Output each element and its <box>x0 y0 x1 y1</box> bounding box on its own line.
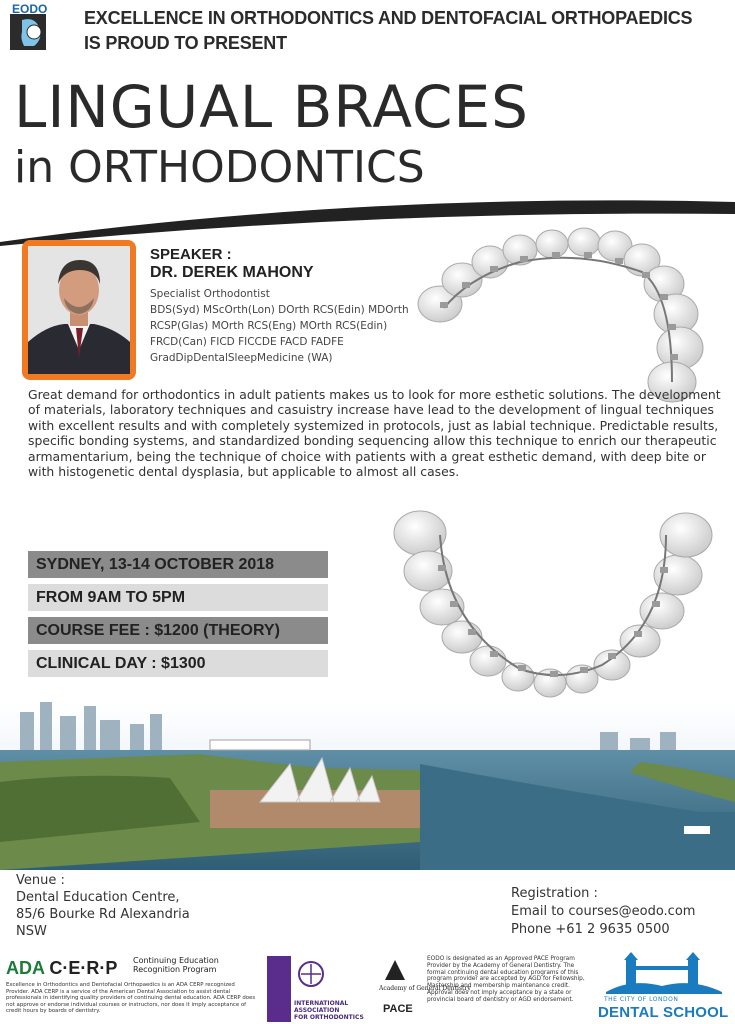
london-line1: THE CITY OF LONDON <box>604 996 679 1003</box>
venue-line: 85/6 Bourke Rd Alexandria <box>16 907 190 922</box>
course-description: Great demand for orthodontics in adult patients makes us to look for more esthetic solutions. The development of materials, laboratory techniques and casuistry increase have lead to the development of lingual techniques with excellent results and with completely systemized in protocols, just as labial technique. Predictable results, specific bonding systems, and standardized bonding sequencing allow this technique to enrich our therapeutic armamentarium, being the technique of choice with patients with a great esthetic demand, with deep bite or with histogenetic dental dysplasia, but applicable to almost all cases. <box>28 387 721 480</box>
course-fee-bar: COURSE FEE : $1200 (THEORY) <box>28 617 328 644</box>
registration-label: Registration : <box>511 886 598 901</box>
speaker-credential: Specialist Orthodontist <box>150 288 270 300</box>
venue-line: NSW <box>16 924 47 939</box>
venue-label: Venue : <box>16 873 65 888</box>
speaker-credential: FRCD(Can) FICD FICCDE FACD FADFE <box>150 336 344 348</box>
speaker-photo <box>22 240 136 380</box>
event-date-bar: SYDNEY, 13-14 OCTOBER 2018 <box>28 551 328 578</box>
lower-arch-braces-image <box>390 505 720 705</box>
registration-phone[interactable]: Phone +61 2 9635 0500 <box>511 922 670 937</box>
iao-line: ASSOCIATION <box>294 1007 340 1014</box>
venue-line: Dental Education Centre, <box>16 890 180 905</box>
ada-disclaimer: Excellence in Orthodontics and Dentofacial Orthopaedics is an ADA CERP recognized Provider. ADA CERP is a service of the American Dental Association to assist dental professionals in identifying quality providers of continuing dental education. ADA CERP does not approve or endorse individual courses or instructors, nor does it imply acceptance of credit hours by boards of dentistry. <box>6 982 256 1015</box>
iao-text <box>294 1000 364 1021</box>
registration-block <box>511 885 695 939</box>
clinical-day-bar: CLINICAL DAY : $1300 <box>28 650 328 677</box>
speaker-label: SPEAKER : <box>150 246 232 263</box>
upper-arch-braces-image <box>410 232 710 407</box>
cerp-brand: C·E·R·P <box>49 958 118 978</box>
header <box>84 6 692 56</box>
pace-disclaimer: EODO is designated as an Approved PACE Program Provider by the Academy of General Dentistry. The formal continuing dental education programs of this program provider are accepted by AGD for Fellowship, Mastership and membership maintenance credit. Approval does not imply acceptance by a state or provincial board of dentistry or AGD endorsement. <box>427 956 585 1003</box>
speaker-credential: BDS(Syd) MScOrth(Lon) DOrth RCS(Edin) MDOrth <box>150 304 409 316</box>
speaker-name: DR. DEREK MAHONY <box>150 264 314 281</box>
title-main: LINGUAL BRACES <box>14 73 529 141</box>
title-sub-prefix: in <box>14 142 55 193</box>
speaker-portrait <box>28 246 130 374</box>
agd-pace-logo <box>373 956 471 1022</box>
agd-name: Academy of General Dentistry <box>379 985 471 992</box>
header-line1: EXCELLENCE IN ORTHODONTICS AND DENTOFACIAL ORTHOPAEDICS <box>84 8 693 28</box>
iao-line: FOR ORTHODONTICS <box>294 1014 364 1021</box>
event-time-bar: FROM 9AM TO 5PM <box>28 584 328 611</box>
london-line2: DENTAL SCHOOL <box>598 1004 729 1021</box>
iao-line: INTERNATIONAL <box>294 1000 349 1007</box>
registration-email[interactable]: Email to courses@eodo.com <box>511 904 696 919</box>
ada-brand: ADA <box>6 958 45 978</box>
eodo-logo-text: EODO <box>12 2 48 16</box>
eodo-logo <box>8 2 72 52</box>
speaker-credential: RCSP(Glas) MOrth RCS(Eng) MOrth RCS(Edin) <box>150 320 388 332</box>
header-line2: IS PROUD TO PRESENT <box>84 33 287 53</box>
pace-label: PACE <box>383 1003 413 1015</box>
title-sub-main: ORTHODONTICS <box>68 142 425 193</box>
venue-block <box>16 872 190 940</box>
sydney-harbour-image <box>0 702 735 870</box>
ada-cerp-logo <box>6 958 117 979</box>
ada-subtitle: Continuing Education Recognition Program <box>133 956 219 974</box>
speaker-credential: GradDipDentalSleepMedicine (WA) <box>150 352 333 364</box>
